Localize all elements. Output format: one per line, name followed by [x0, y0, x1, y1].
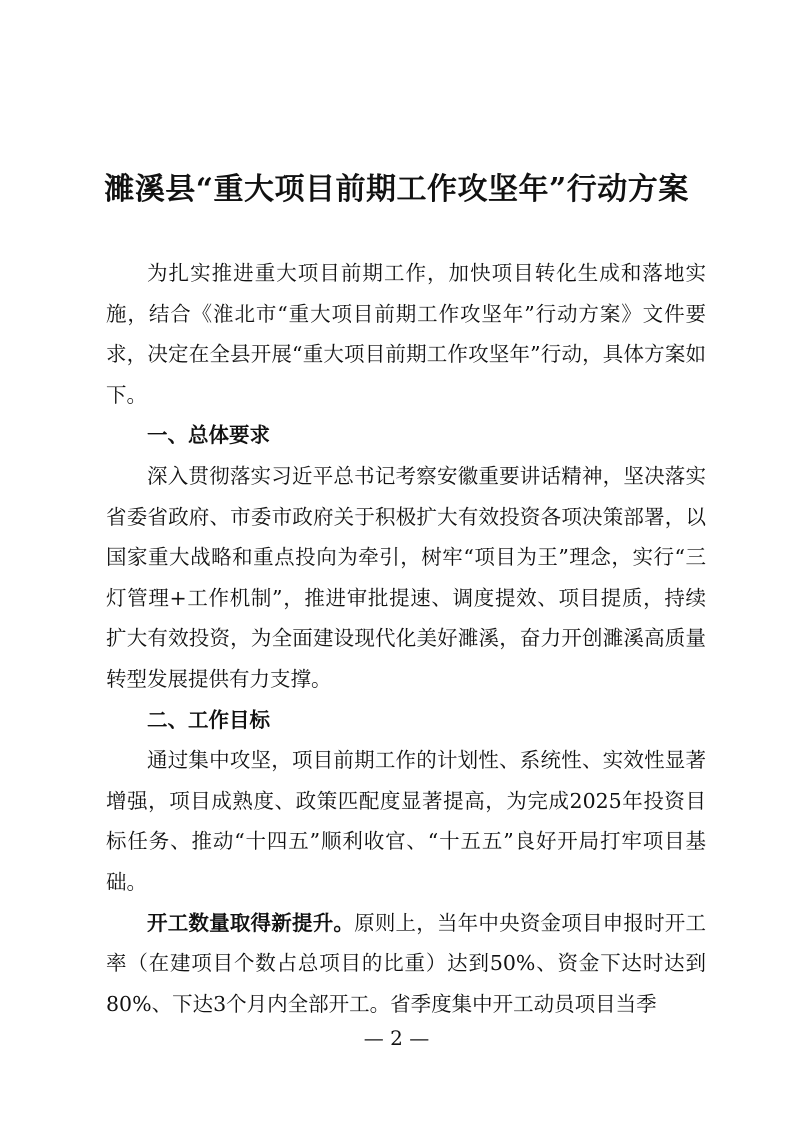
intro-paragraph: 为扎实推进重大项目前期工作，加快项目转化生成和落地实施，结合《淮北市“重大项目前期工作攻坚年”行动方案》文件要求，决定在全县开展“重大项目前期工作攻坚年”行动，具体方案如下。 [106, 261, 706, 407]
document-body [106, 253, 706, 1024]
work-goals-paragraph: 通过集中攻坚，项目前期工作的计划性、系统性、实效性显著增强，项目成熟度、政策匹配度显著提高，为完成2025年投资目标任务、推动“十四五”顺利收官、“十五五”良好开局打牢项目基础。 [106, 748, 706, 894]
start-quantity-paragraph [106, 903, 706, 1025]
section-heading-general-requirements: 一、总体要求 [147, 423, 270, 448]
start-quantity-lead: 开工数量取得新提升。 [147, 910, 355, 935]
document-title: 濉溪县“重大项目前期工作攻坚年”行动方案 [104, 172, 689, 207]
page-number: — 2 — [363, 1026, 430, 1050]
start-quantity-text: 原则上，当年中央资金项目申报时开工率（在建项目个数占总项目的比重）达到50%、资金下达时达到80%、下达3个月内全部开工。省季度集中开工动员项目当季 [106, 910, 707, 1016]
general-requirements-paragraph: 深入贯彻落实习近平总书记考察安徽重要讲话精神，坚决落实省委省政府、市委市政府关于积极扩大有效投资各项决策部署，以国家重大战略和重点投向为牵引，树牢“项目为王”理念，实行“三灯管理+工作机制”，推进审批提速、调度提效、项目提质，持续扩大有效投资，为全面建设现代化美好濉溪，奋力开创濉溪高质量转型发展提供有力支撑。 [106, 463, 706, 691]
section-heading-work-goals: 二、工作目标 [147, 707, 270, 732]
